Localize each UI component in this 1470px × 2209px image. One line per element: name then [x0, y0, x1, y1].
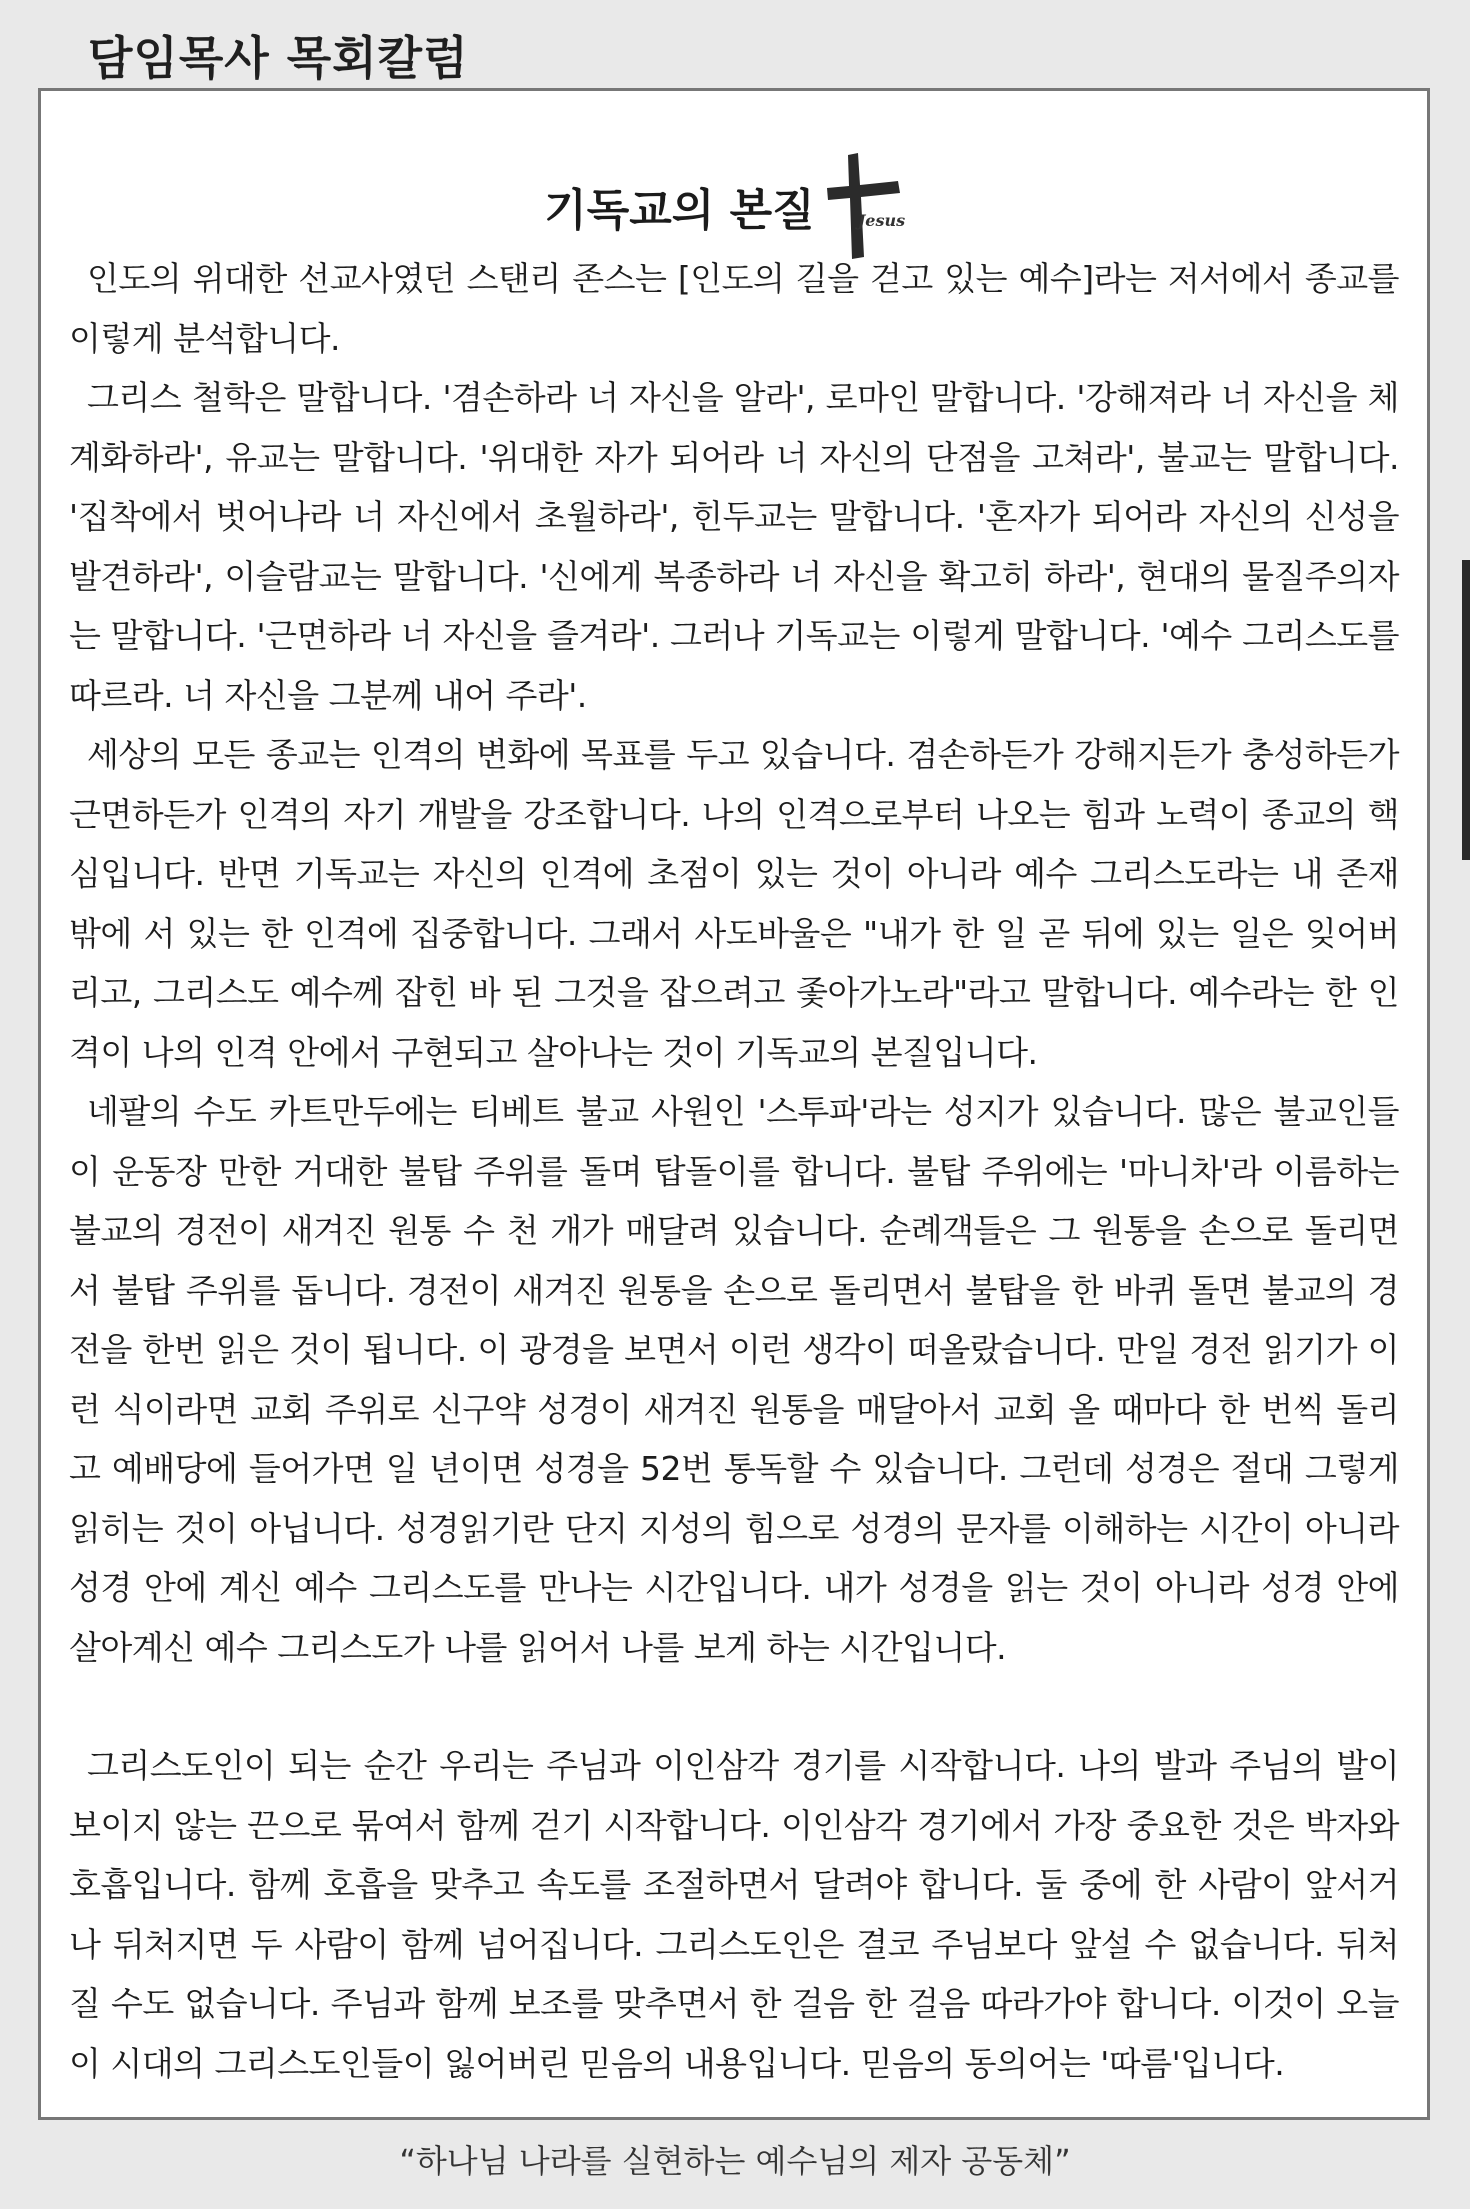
cross-icon: [824, 151, 924, 261]
paragraph: 네팔의 수도 카트만두에는 티베트 불교 사원인 '스투파'라는 성지가 있습니다. 많은 불교인들이 운동장 만한 거대한 불탑 주위를 돌며 탑돌이를 합니다. 불탑 주위에는 '마니차'라 이름하는 불교의 경전이 새겨진 원통 수 천 개가 매달려 있습니다. 순례객들은 그 원통을 손으로 돌리면서 불탑 주위를 돕니다. 경전이 새겨진 원통을 손으로 돌리면서 불탑을 한 바퀴 돌면 불교의 경전을 한번 읽은 것이 됩니다. 이 광경을 보면서 이런 생각이 떠올랐습니다. 만일 경전 읽기가 이런 식이라면 교회 주위로 신구약 성경이 새겨진 원통을 매달아서 교회 올 때마다 한 번씩 돌리고 예배당에 들어가면 일 년이면 성경을 52번 통독할 수 있습니다. 그런데 성경은 절대 그렇게 읽히는 것이 아닙니다. 성경읽기란 단지 지성의 힘으로 성경의 문자를 이해하는 시간이 아니라 성경 안에 계신 예수 그리스도를 만나는 시간입니다. 내가 성경을 읽는 것이 아니라 성경 안에 살아계신 예수 그리스도가 나를 읽어서 나를 보게 하는 시간입니다.: [69, 1092, 1399, 1667]
footer-motto: “하나님 나라를 실현하는 예수님의 제자 공동체”: [399, 2142, 1071, 2180]
section-title: 담임목사 목회칼럼: [88, 31, 469, 85]
paragraph: 인도의 위대한 선교사였던 스탠리 존스는 [인도의 길을 걷고 있는 예수]라는 저서에서 종교를 이렇게 분석합니다.: [69, 259, 1399, 358]
edge-mark: [1462, 560, 1470, 860]
article-title-row: [41, 151, 1427, 261]
paragraph: 세상의 모든 종교는 인격의 변화에 목표를 두고 있습니다. 겸손하든가 강해지든가 충성하든가 근면하든가 인격의 자기 개발을 강조합니다. 나의 인격으로부터 나오는 힘과 노력이 종교의 핵심입니다. 반면 기독교는 자신의 인격에 초점이 있는 것이 아니라 예수 그리스도라는 내 존재 밖에 서 있는 한 인격에 집중합니다. 그래서 사도바울은 "내가 한 일 곧 뒤에 있는 일은 잊어버리고, 그리스도 예수께 잡힌 바 된 그것을 잡으려고 좇아가노라"라고 말합니다. 예수라는 한 인격이 나의 인격 안에서 구현되고 살아나는 것이 기독교의 본질입니다.: [69, 735, 1399, 1072]
column-article: [38, 88, 1430, 2120]
paragraph: 그리스도인이 되는 순간 우리는 주님과 이인삼각 경기를 시작합니다. 나의 발과 주님의 발이 보이지 않는 끈으로 묶여서 함께 걷기 시작합니다. 이인삼각 경기에서 가장 중요한 것은 박자와 호흡입니다. 함께 호흡을 맞추고 속도를 조절하면서 달려야 합니다. 둘 중에 한 사람이 앞서거나 뒤처지면 두 사람이 함께 넘어집니다. 그리스도인은 결코 주님보다 앞설 수 없습니다. 뒤처질 수도 없습니다. 주님과 함께 보조를 맞추면서 한 걸음 한 걸음 따라가야 합니다. 이것이 오늘 이 시대의 그리스도인들이 잃어버린 믿음의 내용입니다. 믿음의 동의어는 '따름'입니다.: [69, 1746, 1399, 2083]
paragraph: 그리스 철학은 말합니다. '겸손하라 너 자신을 알라', 로마인 말합니다. '강해져라 너 자신을 체계화하라', 유교는 말합니다. '위대한 자가 되어라 너 자신의 단점을 고쳐라', 불교는 말합니다. '집착에서 벗어나라 너 자신에서 초월하라', 힌두교는 말합니다. '혼자가 되어라 자신의 신성을 발견하라', 이슬람교는 말합니다. '신에게 복종하라 너 자신을 확고히 하라', 현대의 물질주의자는 말합니다. '근면하라 너 자신을 즐겨라'. 그러나 기독교는 이렇게 말합니다. '예수 그리스도를 따르라. 너 자신을 그분께 내어 주라'.: [69, 378, 1399, 715]
article-body: [69, 249, 1399, 2093]
article-title: 기독교의 본질: [544, 185, 815, 236]
cross-logo-word: Jesus: [857, 211, 906, 230]
